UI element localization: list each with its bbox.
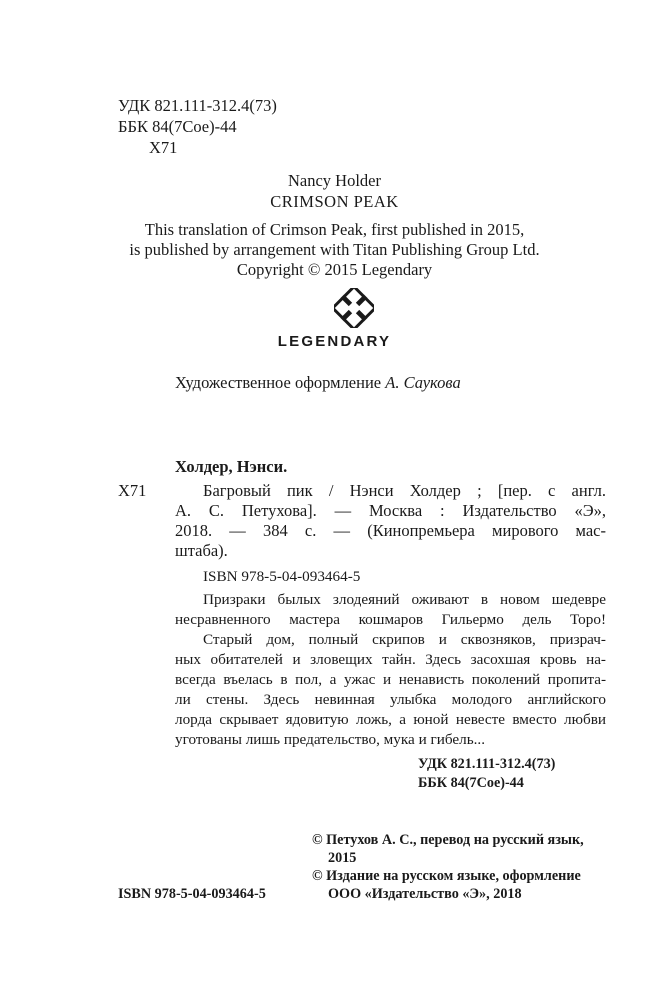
header-udk: УДК 821.111-312.4(73) (118, 96, 277, 115)
catalog-line: А. С. Петухова]. — Москва : Издательство «Э», (175, 501, 606, 520)
design-credit-name: А. Саукова (385, 373, 461, 392)
legendary-knot-icon (334, 288, 374, 328)
copyright-edition: © Издание на русском языке, оформление (312, 868, 581, 884)
footer-isbn: ISBN 978-5-04-093464-5 (118, 886, 266, 902)
annotation-line: ли стены. Здесь невинная улыбка молодого английского (175, 691, 606, 708)
catalog-isbn: ISBN 978-5-04-093464-5 (203, 568, 361, 585)
header-bbk: ББК 84(7Сое)-44 (118, 117, 237, 136)
author-name: Nancy Holder (287, 171, 381, 190)
copyright-edition-publisher: ООО «Издательство «Э», 2018 (328, 886, 522, 902)
annotation-line: несравненного мастера кошмаров Гильермо дель Торо! (175, 611, 606, 628)
annotation-line: ных обитателей и зловещих тайн. Здесь засохшая кровь на- (175, 651, 606, 668)
catalog-code: Х71 (118, 481, 147, 500)
annotation-bbk: ББК 84(7Сое)-44 (418, 775, 524, 791)
annotation-line: уготованы лишь предательство, мука и гибель... (175, 731, 486, 748)
rights-line-1: This translation of Crimson Peak, first published in 2015, (144, 220, 525, 239)
catalog-line: штаба). (175, 541, 228, 560)
annotation-udk: УДК 821.111-312.4(73) (418, 756, 556, 772)
copyright-translation: © Петухов А. С., перевод на русский язык, (312, 832, 584, 848)
catalog-line: Багровый пик / Нэнси Холдер ; [пер. с англ. (203, 481, 606, 500)
catalog-author-heading: Холдер, Нэнси. (175, 457, 288, 476)
catalog-line: 2018. — 384 с. — (Кинопремьера мирового мас- (175, 521, 606, 540)
header-code: Х71 (149, 138, 178, 157)
rights-line-2: is published by arrangement with Titan Publishing Group Ltd. (129, 240, 540, 259)
copyright-translation-year: 2015 (328, 850, 357, 866)
copyright-line: Copyright © 2015 Legendary (236, 260, 433, 279)
annotation-line: лорда скрывает ядовитую ложь, а юной невесте вместо любви (175, 711, 606, 728)
annotation-line: всегда въелась в пол, а ужас и ненависть поколений пропита- (175, 671, 606, 688)
design-credit-prefix: Художественное оформление (175, 373, 386, 392)
book-title: CRIMSON PEAK (270, 192, 399, 211)
design-credit (175, 372, 461, 393)
annotation-line: Старый дом, полный скрипов и сквозняков, призрач- (203, 631, 606, 648)
legendary-logo-text: LEGENDARY (277, 333, 392, 350)
annotation-line: Призраки былых злодеяний оживают в новом шедевре (203, 591, 606, 608)
